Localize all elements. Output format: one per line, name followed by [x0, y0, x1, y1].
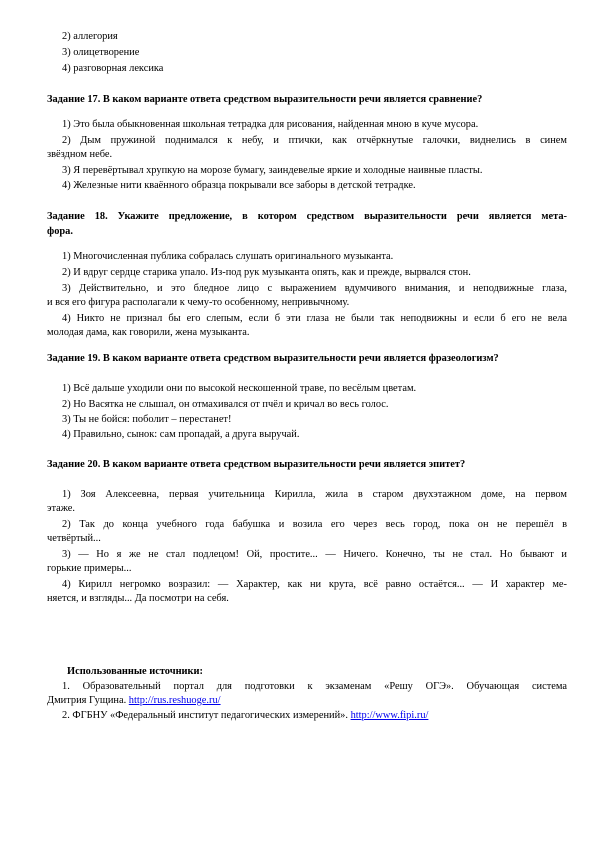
prev-option-4: 4) разговорная лексика: [62, 63, 164, 74]
task20-option-2-cont: четвёртый...: [47, 533, 101, 544]
task19-option-3: 3) Ты не бойся: поболит – перестанет!: [62, 414, 232, 425]
task20-option-1: 1) Зоя Алексеевна, первая учительница Кирилла, жила в старом двухэтажном доме, на первом: [62, 489, 567, 500]
task20-question: Задание 20. В каком варианте ответа средством выразительности речи является эпитет?: [47, 459, 466, 470]
task20-option-2: 2) Так до конца учебного года бабушка и возила его через весь город, пока он не перешёл в: [62, 519, 567, 530]
task17-option-3: 3) Я перевёртывал хрупкую на морозе бумагу, заиндевелые яркие и холодные наивные пласты.: [62, 165, 483, 176]
task19-option-2: 2) Но Васятка не слышал, он отмахивался от пчёл и кричал во весь голос.: [62, 399, 389, 410]
task20-option-3-cont: горькие примеры...: [47, 563, 132, 574]
task17-option-2: 2) Дым пружиной поднимался к небу, и птички, как отчёркнутые галочки, виднелись в синем: [62, 135, 567, 146]
task18-question: Задание 18. Укажите предложение, в котором средством выразительности речи является мета-: [47, 211, 567, 222]
task17-option-1: 1) Это была обыкновенная школьная тетрадка для рисования, найденная мною в куче мусора.: [62, 119, 479, 130]
task20-option-1-cont: этаже.: [47, 503, 75, 514]
source-2: [62, 709, 428, 722]
task18-option-2: 2) И вдруг сердце старика упало. Из-под рук музыканта опять, как и прежде, вырвался стон.: [62, 267, 471, 278]
task19-option-4: 4) Правильно, сынок: сам пропадай, а друга выручай.: [62, 429, 300, 440]
prev-option-3: 3) олицетворение: [62, 47, 140, 58]
source-2-text: 2. ФГБНУ «Федеральный институт педагогических измерений».: [62, 710, 348, 721]
task18-option-3-cont: и вся его фигура располагали к чему-то особенному, непривычному.: [47, 297, 350, 308]
task17-option-4: 4) Железные нити кваённого образца покрывали все заборы в детской тетрадке.: [62, 180, 416, 191]
task17-option-2-cont: звёздном небе.: [47, 149, 113, 160]
task18-option-4: 4) Никто не признал бы его слепым, если б эти глаза не были так неподвижны и если б его не вела: [62, 313, 567, 324]
task19-option-1: 1) Всё дальше уходили они по высокой нескошенной траве, по весёлым цветам.: [62, 383, 417, 394]
sources-heading: Использованные источники:: [67, 666, 203, 677]
prev-option-2: 2) аллегория: [62, 31, 118, 42]
task18-option-1: 1) Многочисленная публика собралась слушать оригинального музыканта.: [62, 251, 394, 262]
task19-question: Задание 19. В каком варианте ответа средством выразительности речи является фразеологизм?: [47, 353, 499, 364]
task20-option-3: 3) — Но я же не стал подлецом! Ой, простите... — Ничего. Конечно, ты не стал. Но бывают и: [62, 549, 567, 560]
task18-option-3: 3) Действительно, и это бледное лицо с выражением вдумчивого внимания, и неподвижные глаза,: [62, 283, 567, 294]
task18-question-cont: фора.: [47, 226, 73, 237]
task17-question: Задание 17. В каком варианте ответа средством выразительности речи является сравнение?: [47, 94, 483, 105]
source-2-link[interactable]: http://www.fipi.ru/: [350, 710, 429, 721]
source-1-text: Дмитрия Гущина.: [47, 695, 127, 706]
task20-option-4-cont: няется, и взгляды... Да посмотри на себя.: [47, 593, 229, 604]
source-1-link[interactable]: http://rus.reshuoge.ru/: [128, 695, 221, 706]
task20-option-4: 4) Кирилл негромко возразил: — Характер, как ни крута, всё равно остаётся... — И характер ме-: [62, 579, 567, 590]
source-1: 1. Образовательный портал для подготовки к экзаменам «Решу ОГЭ». Обучающая система: [62, 681, 567, 692]
task18-option-4-cont: молодая дама, как говорили, жена музыканта.: [47, 327, 250, 338]
source-1-cont: [47, 694, 221, 707]
